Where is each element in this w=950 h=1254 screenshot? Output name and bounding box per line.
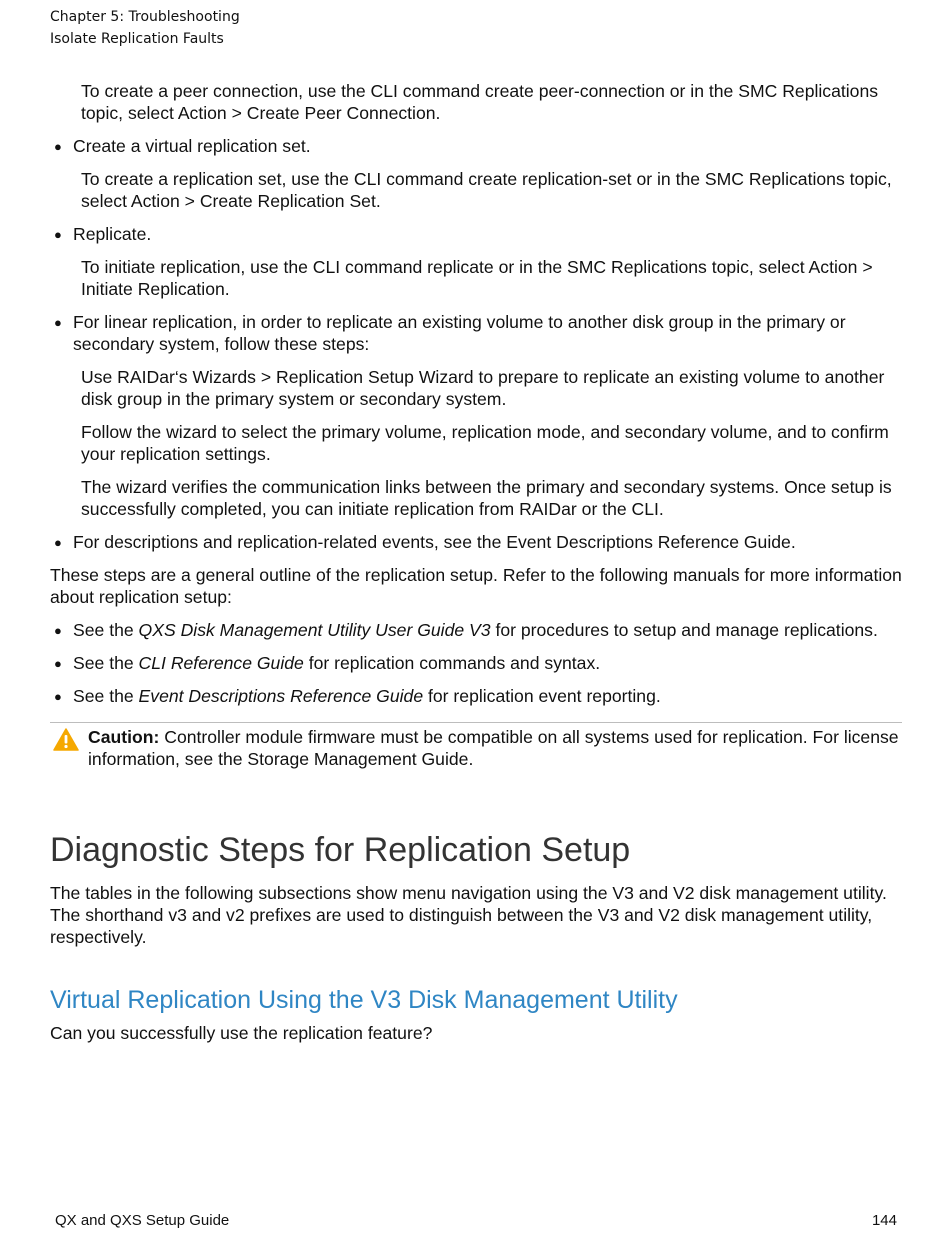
tables-paragraph: The tables in the following subsections show menu navigation using the V3 and V2 disk management utility. The shorthand v3 and v2 prefixes are used to distinguish between the V3 and V2 disk management utility, respectively. [50,883,887,947]
running-header [50,6,240,50]
wizard-verifies-paragraph: The wizard verifies the communication links between the primary and secondary systems. Once setup is successfully completed, you can initiate replication from RAIDar or the CLI. [81,477,892,519]
manual-title: QXS Disk Management Utility User Guide V3 [138,620,491,640]
bullet-icon: ● [54,689,62,704]
bullet-icon: ● [54,535,62,550]
follow-wizard-paragraph: Follow the wizard to select the primary volume, replication mode, and secondary volume, and to confirm your replication settings. [81,422,889,464]
manual-title: Event Descriptions Reference Guide [138,686,424,706]
list-item-prefix: See the [73,653,139,673]
list-item-see-event-guide [50,685,902,707]
list-item-suffix: for procedures to setup and manage replications. [490,620,878,640]
bullet-icon: ● [54,315,62,330]
outline-paragraph: These steps are a general outline of the replication setup. Refer to the following manuals for more information about replication setup: [50,565,902,607]
caution-text: Controller module firmware must be compatible on all systems used for replication. For license information, see the Storage Management Guide. [88,727,899,769]
section-heading: Diagnostic Steps for Replication Setup [50,831,631,869]
bullet-icon: ● [54,227,62,242]
page-number: 144 [871,1212,897,1229]
list-item-see-user-guide [50,619,902,641]
list-item-suffix: for replication commands and syntax. [303,653,601,673]
list-item-text: Create a virtual replication set. [73,136,311,156]
page-body [50,80,902,1055]
list-item-prefix: See the [73,686,139,706]
subsection-heading: Virtual Replication Using the V3 Disk Management Utility [50,986,678,1014]
list-item-prefix: See the [73,620,139,640]
list-item-text: Replicate. [73,224,152,244]
warning-triangle-icon [53,728,79,751]
list-item-text: For linear replication, in order to replicate an existing volume to another disk group in the primary or secondary system, follow these steps: [73,312,846,354]
list-item-linear [50,311,902,355]
replication-set-paragraph: To create a replication set, use the CLI command create replication-set or in the SMC Replications topic, select Action > Create Replication Set. [81,169,892,211]
manual-title: CLI Reference Guide [138,653,304,673]
list-item-events [50,531,902,553]
wizard-paragraph: Use RAIDar‘s Wizards > Replication Setup Wizard to prepare to replicate an existing volume to another disk group in the primary system or secondary system. [81,367,885,409]
list-item-replicate [50,223,902,245]
peer-connection-paragraph: To create a peer connection, use the CLI command create peer-connection or in the SMC Replications topic, select Action > Create Peer Connection. [81,81,879,123]
initiate-paragraph: To initiate replication, use the CLI command replicate or in the SMC Replications topic, select Action > Initiate Replication. [81,257,873,299]
section-title: Isolate Replication Faults [50,31,224,47]
bullet-icon: ● [54,623,62,638]
list-item-see-cli-guide [50,652,902,674]
chapter-title: Chapter 5: Troubleshooting [50,9,240,25]
footer-guide-title: QX and QXS Setup Guide [55,1212,230,1229]
bullet-icon: ● [54,139,62,154]
list-item-virtual-set [50,135,902,157]
caution-note [50,722,902,770]
list-item-suffix: for replication event reporting. [423,686,661,706]
list-item-text: For descriptions and replication-related events, see the Event Descriptions Reference Guide. [73,532,796,552]
question-paragraph: Can you successfully use the replication feature? [50,1023,433,1043]
bullet-icon: ● [54,656,62,671]
caution-label: Caution: [88,727,160,747]
